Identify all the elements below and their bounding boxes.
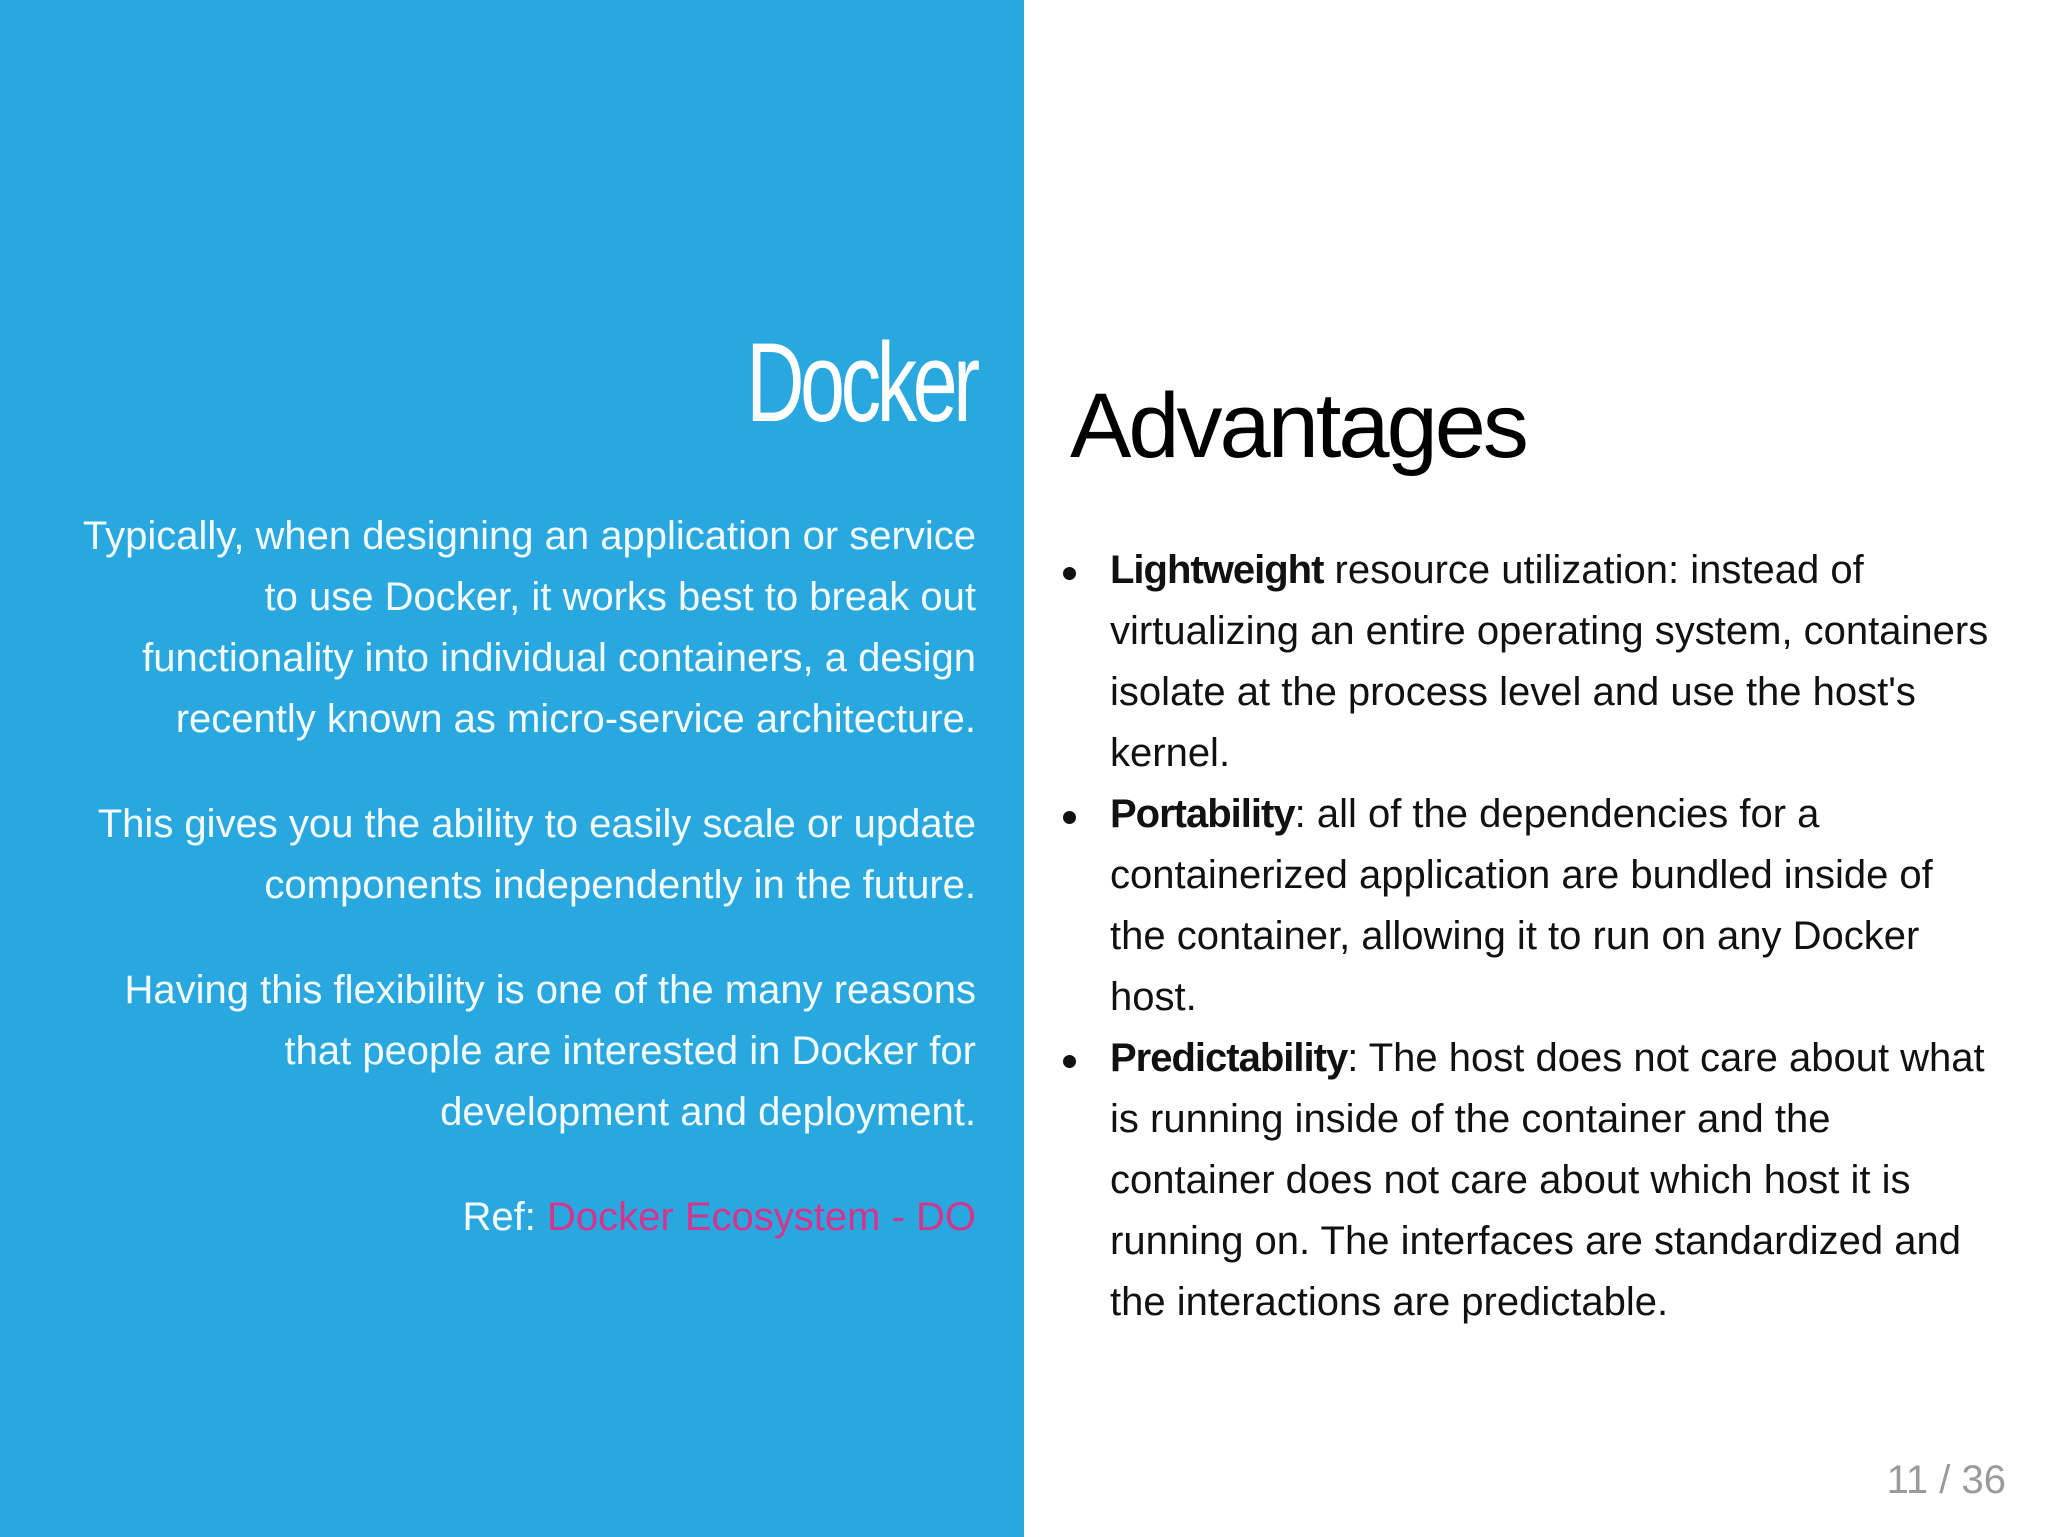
description-paragraph-1: Typically, when designing an application or service to use Docker, it works best to break out functionality into individual containers, a design recently known as micro-service architecture. [82, 514, 976, 741]
bullet-icon [1063, 811, 1076, 824]
advantages-list [1110, 540, 1994, 1333]
advantage-text-predictability: : The host does not care about what is running inside of the container and the container does not care about which host it is running on. The interfaces are standardized and the interactions are predictable. [1110, 1036, 1985, 1324]
advantage-text-portability: : all of the dependencies for a containerized application are bundled inside of the container, allowing it to run on any Docker host. [1110, 792, 1933, 1019]
docker-ecosystem-link[interactable]: Docker Ecosystem - DO [547, 1195, 976, 1239]
docker-title: Docker [746, 320, 976, 445]
advantage-text-lightweight: resource utilization: instead of virtualizing an entire operating system, containers isolate at the process level and use the host's kernel. [1110, 548, 1989, 775]
advantage-predictability [1110, 1028, 1994, 1333]
advantage-term-predictability: Predictability [1110, 1036, 1348, 1080]
bullet-icon [1063, 1055, 1076, 1068]
advantage-term-portability: Portability [1110, 792, 1295, 836]
advantage-portability [1110, 784, 1994, 1028]
advantage-lightweight [1110, 540, 1994, 784]
reference-line [80, 1187, 976, 1248]
description-paragraph-3: Having this flexibility is one of the many reasons that people are interested in Docker for development and deployment. [124, 968, 976, 1134]
advantage-term-lightweight: Lightweight [1110, 548, 1324, 592]
description-paragraph-2: This gives you the ability to easily scale or update components independently in the future. [97, 802, 976, 907]
page-number: 11 / 36 [1886, 1458, 2006, 1502]
advantages-title: Advantages [1070, 375, 1526, 477]
docker-description [80, 506, 976, 1292]
bullet-icon [1063, 567, 1076, 580]
reference-label: Ref: [462, 1195, 536, 1239]
